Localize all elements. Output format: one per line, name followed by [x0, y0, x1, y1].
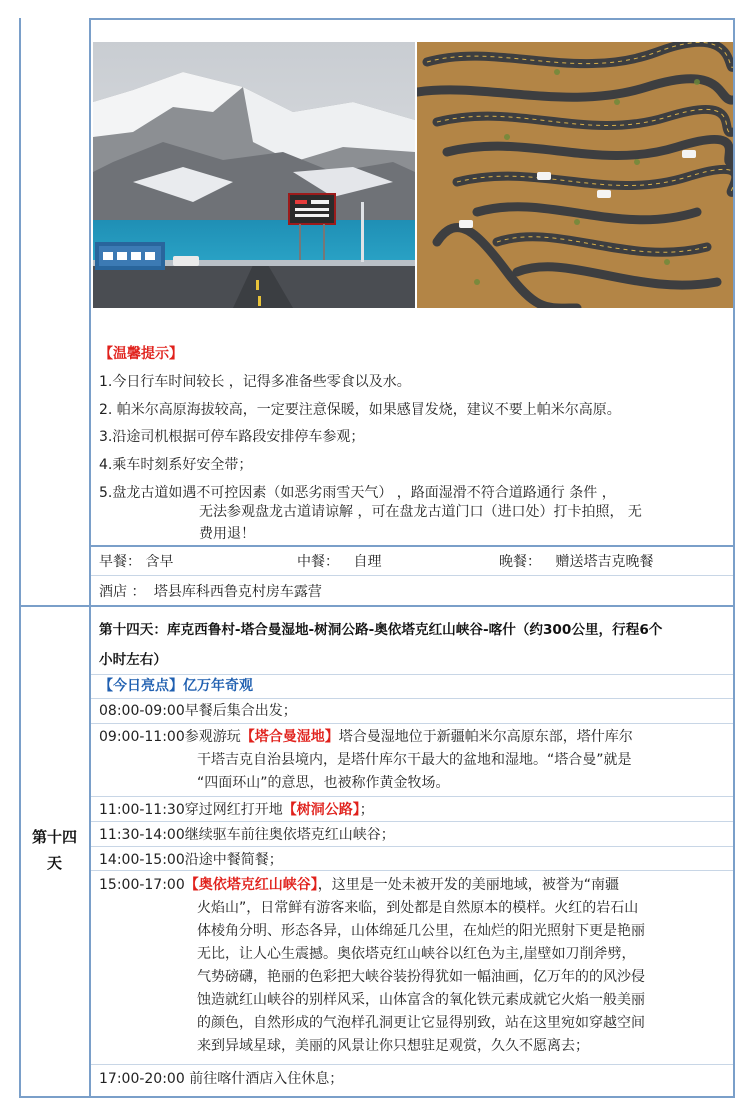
tips-heading: 【温馨提示】: [99, 346, 183, 362]
breakfast-value: 含早: [145, 554, 174, 570]
meal-breakfast: [99, 550, 173, 574]
schedule-2-rest: 塔合曼湿地位于新疆帕米尔高原东部，塔什库尔: [338, 729, 633, 745]
meal-lunch: [297, 550, 381, 574]
border-day-separator: [19, 605, 735, 607]
schedule-item-2-line2: 干塔吉克自治县境内，是塔什库尔干最大的盆地和湿地。“塔合曼”就是: [197, 752, 632, 768]
border-right: [733, 18, 735, 1098]
border-top-content: [89, 18, 735, 20]
schedule-item-6-line3: 体棱角分明、形态各异，山体绵延几公里，在灿烂的阳光照射下更是艳丽: [197, 923, 645, 939]
row-line: [91, 723, 733, 724]
hotel-value-prefix: 塔县: [153, 584, 182, 600]
schedule-3-suffix: ；: [359, 802, 374, 818]
schedule-6-rest: ，这里是一处未被开发的美丽地域，被誉为“南疆: [317, 877, 620, 893]
lunch-value: 自理: [353, 554, 382, 570]
border-left: [19, 18, 21, 1098]
border-column-divider: [89, 18, 91, 1098]
border-tips-bottom: [89, 545, 735, 547]
tip-item-2: 2. 帕米尔高原海拔较高，一定要注意保暖，如果感冒发烧，建议不要上帕米尔高原。: [99, 402, 621, 418]
schedule-6-time: 15:00-17:00: [99, 877, 185, 893]
schedule-item-6-line5: 气势磅礴，艳丽的色彩把大峡谷装扮得犹如一幅油画，亿万年的的风沙侵: [197, 969, 645, 985]
hotel-row: [99, 580, 322, 604]
photo-winding-road: [417, 42, 733, 308]
schedule-item-5: 14:00-15:00沿途中餐简餐；: [99, 852, 283, 868]
breakfast-label: 早餐：: [99, 554, 141, 570]
tip-item-5-line3: 费用退！: [199, 526, 255, 542]
hotel-value: 库科西鲁克村房车露营: [181, 584, 322, 600]
dinner-label: 晚餐：: [499, 554, 541, 570]
row-line: [91, 1064, 733, 1065]
schedule-item-3: [99, 798, 374, 822]
highlight-text: 亿万年奇观: [183, 678, 253, 694]
day-label-line2: 天: [46, 854, 62, 872]
schedule-6-place: 【奥依塔克红山峡谷】: [184, 877, 318, 893]
dinner-value: 赠送塔吉克晚餐: [555, 554, 654, 570]
lake-mountains-illustration: [93, 42, 415, 308]
row-line: [91, 796, 733, 797]
highlight-row: [99, 674, 253, 698]
schedule-item-6-line6: 蚀造就红山峡谷的别样风采，山体富含的氧化铁元素成就它火焰一般美丽: [197, 992, 645, 1008]
schedule-item-7: 17:00-20:00 前往喀什酒店入住休息；: [99, 1071, 344, 1087]
schedule-2-place: 【塔合曼湿地】: [240, 729, 339, 745]
schedule-3-place: 【树洞公路】: [282, 802, 360, 818]
lunch-label: 中餐：: [297, 554, 339, 570]
highlight-bracket: 【今日亮点】: [99, 678, 183, 694]
tip-item-3: 3.沿途司机根据可停车路段安排停车参观；: [99, 429, 365, 445]
schedule-item-1: 08:00-09:00早餐后集合出发；: [99, 703, 297, 719]
schedule-item-2-line3: “四面环山”的意思，也被称作黄金牧场。: [197, 775, 450, 791]
schedule-item-2-line1: [99, 725, 633, 749]
schedule-item-6-line2: 火焰山”，日常鲜有游客来临，到处都是自然原本的模样。火红的岩石山: [197, 900, 639, 916]
border-bottom: [19, 1096, 735, 1098]
tip-item-5-line1: 5.盘龙古道如遇不可控因素（如恶劣雨雪天气） ，路面湿滑不符合道路通行 条件 ，: [99, 485, 616, 501]
day-title-line2: 小时左右）: [99, 652, 167, 668]
day-label: [19, 824, 90, 876]
hotel-label: 酒店 ：: [99, 584, 146, 600]
schedule-item-6-line8: 来到异域星球，美丽的风景让你只想驻足观赏，久久不愿离去；: [197, 1038, 589, 1054]
day-label-line1: 第十四: [31, 828, 77, 846]
itinerary-sheet: [19, 18, 735, 1098]
schedule-3-prefix: 11:00-11:30穿过网红打开地: [99, 802, 283, 818]
schedule-item-6-line4: 无比，让人心生震撼。奥依塔克红山峡谷以红色为主,崖壁如刀削斧劈，: [197, 946, 636, 962]
schedule-item-6-line1: [99, 873, 619, 897]
meal-dinner: [499, 550, 653, 574]
winding-road-illustration: [417, 42, 733, 308]
schedule-item-6-line7: 的颜色，自然形成的气泡样孔洞更让它显得别致，站在这里宛如穿越空间: [197, 1015, 645, 1031]
tip-item-1: 1.今日行车时间较长 ，记得多准备些零食以及水。: [99, 374, 411, 390]
divider-meals-hotel: [91, 575, 733, 576]
day-title-line1: 第十四天：库克西鲁村-塔合曼湿地-树洞公路-奥依塔克红山峡谷-喀什（约300公里，行程6个: [99, 622, 663, 638]
tip-item-4: 4.乘车时刻系好安全带；: [99, 457, 253, 473]
schedule-2-prefix: 09:00-11:00参观游玩: [99, 729, 241, 745]
tip-item-5-line2: 无法参观盘龙古道请谅解 ，可在盘龙古道门口（进口处）打卡拍照， 无: [199, 504, 642, 520]
photo-lake-mountains: [93, 42, 415, 308]
schedule-item-4: 11:30-14:00继续驱车前往奥依塔克红山峡谷；: [99, 827, 395, 843]
